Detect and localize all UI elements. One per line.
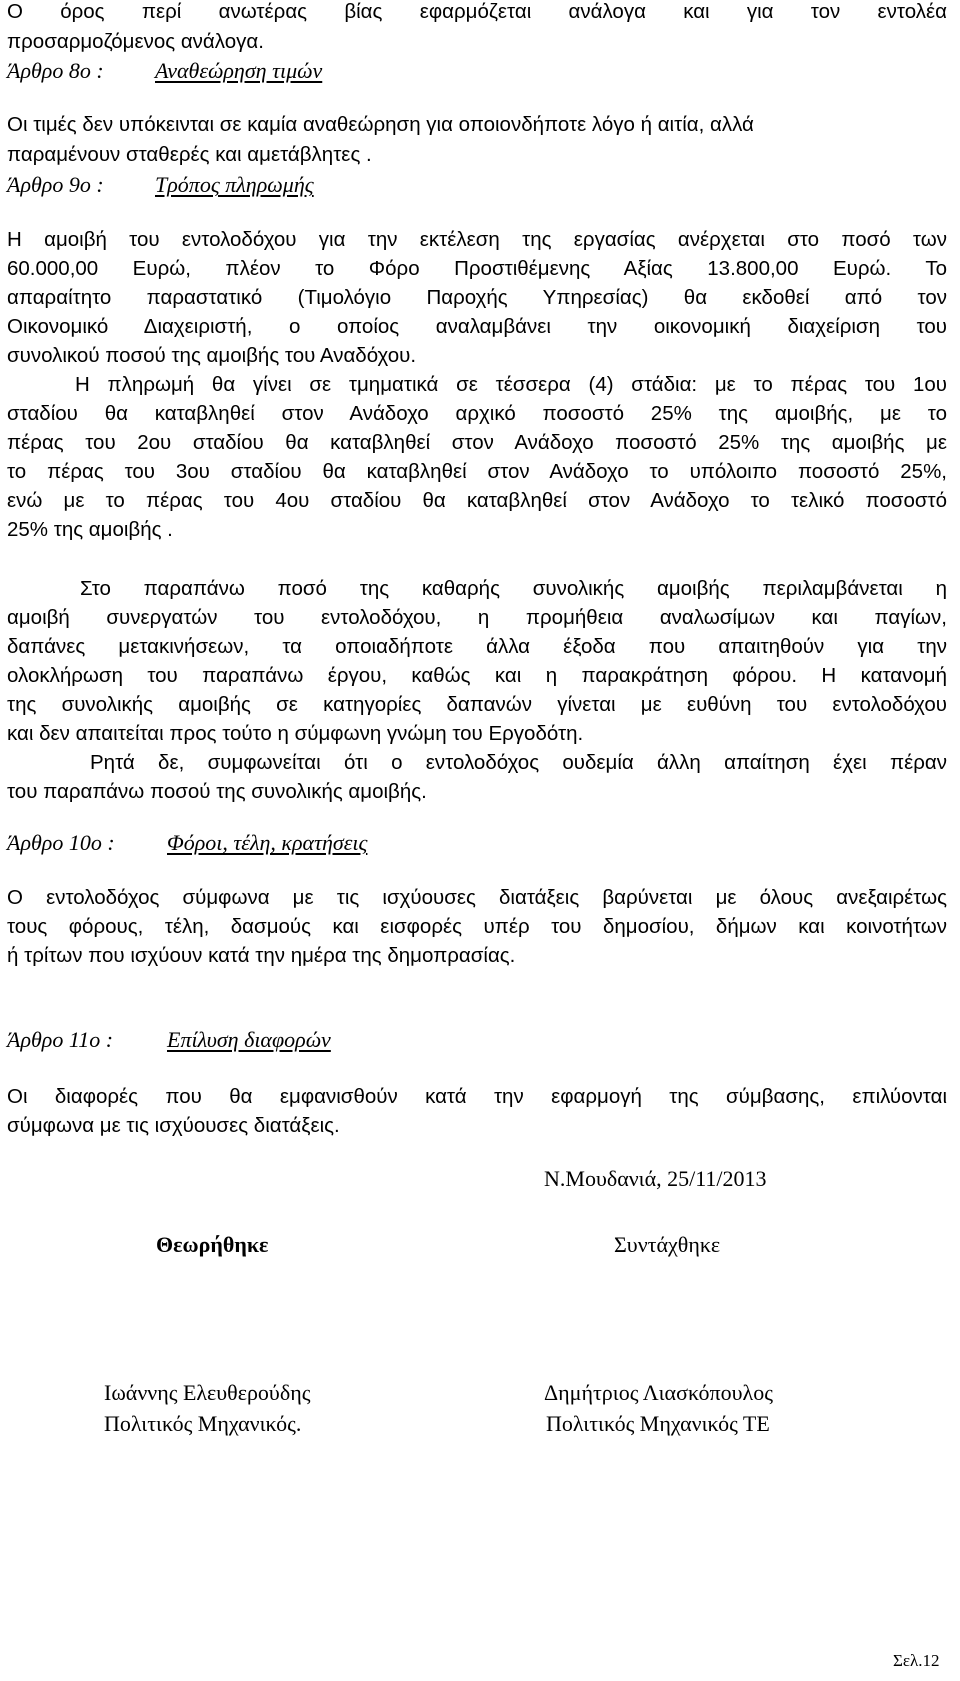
left-signatory-role: Πολιτικός Μηχανικός. [104, 1411, 302, 1436]
body-line: προσαρμοζόμενος ανάλογα. [7, 30, 264, 53]
body-line: και δεν απαιτείται προς τούτο η σύμφωνη γνώμη του Εργοδότη. [7, 722, 584, 745]
body-line: ή τρίτων που ισχύουν κατά την ημέρα της δημοπρασίας. [7, 944, 516, 967]
place-date: Ν.Μουδανιά, 25/11/2013 [544, 1166, 767, 1191]
body-line: τους φόρους, τέλη, δασμούς και εισφορές υπέρ του δημοσίου, δήμων και κοινοτήτων [7, 915, 947, 938]
body-line: του παραπάνω ποσού της συνολικής αμοιβής. [7, 780, 427, 803]
article-8-heading [7, 58, 947, 84]
article-title: Φόροι, τέλη, κρατήσεις [167, 830, 368, 855]
body-line: Οι διαφορές που θα εμφανισθούν κατά την εφαρμογή της σύμβασης, επιλύονται [7, 1085, 947, 1108]
body-line: σταδίου θα καταβληθεί στον Ανάδοχο αρχικό ποσοστό 25% της αμοιβής, με το [7, 402, 947, 425]
body-line: σύμφωνα με τις ισχύουσες διατάξεις. [7, 1114, 340, 1137]
article-number: Άρθρο 10ο : [7, 830, 115, 855]
article-number: Άρθρο 11ο : [7, 1027, 114, 1052]
body-line: Η αμοιβή του εντολοδόχου για την εκτέλεση της εργασίας ανέρχεται στο ποσό των [7, 228, 947, 251]
article-10-heading [7, 830, 947, 856]
page-number: Σελ.12 [893, 1651, 940, 1670]
body-line: απαραίτητο παραστατικό (Τιμολόγιο Παροχής Υπηρεσίας) θα εκδοθεί από τον [7, 286, 947, 309]
body-line: αμοιβή συνεργατών του εντολοδόχου, η προμήθεια αναλωσίμων και παγίων, [7, 606, 947, 629]
body-line: πέρας του 2ου σταδίου θα καταβληθεί στον Ανάδοχο ποσοστό 25% της αμοιβής με [7, 431, 947, 454]
body-line: παραμένουν σταθερές και αμετάβλητες . [7, 143, 372, 166]
article-number: Άρθρο 9ο : [7, 172, 104, 197]
body-line: της συνολικής αμοιβής σε κατηγορίες δαπανών γίνεται με ευθύνη του εντολοδόχου [7, 693, 947, 716]
body-line: συνολικού ποσού της αμοιβής του Αναδόχου. [7, 344, 417, 367]
article-9-heading [7, 172, 947, 198]
right-signatory-role: Πολιτικός Μηχανικός ΤΕ [546, 1411, 770, 1436]
body-line: Οικονομικό Διαχειριστή, ο οποίος αναλαμβάνει την οικονομική διαχείριση του [7, 315, 947, 338]
body-line: δαπάνες μετακινήσεων, τα οποιαδήποτε άλλα έξοδα που απαιτηθούν για την [7, 635, 947, 658]
article-number: Άρθρο 8ο : [7, 58, 104, 83]
article-11-heading [7, 1027, 947, 1053]
body-line: Ο εντολοδόχος σύμφωνα με τις ισχύουσες διατάξεις βαρύνεται με όλους ανεξαιρέτως [7, 886, 947, 909]
body-line: ολοκλήρωση του παραπάνω έργου, καθώς και η παρακράτηση φόρου. Η κατανομή [7, 664, 947, 687]
left-signatory-name: Ιωάννης Ελευθερούδης [104, 1380, 311, 1405]
body-line: Η πληρωμή θα γίνει σε τμηματικά σε τέσσερα (4) στάδια: με το πέρας του 1ου [75, 373, 947, 396]
body-line: Στο παραπάνω ποσό της καθαρής συνολικής αμοιβής περιλαμβάνεται η [80, 577, 947, 600]
article-title: Τρόπος πληρωμής [155, 172, 314, 197]
article-title: Επίλυση διαφορών [167, 1027, 331, 1052]
body-line: 25% της αμοιβής . [7, 518, 173, 541]
body-line: Ρητά δε, συμφωνείται ότι ο εντολοδόχος ουδεμία άλλη απαίτηση έχει πέραν [90, 751, 947, 774]
body-line: Ο όρος περί ανωτέρας βίας εφαρμόζεται ανάλογα και για τον εντολέα [7, 0, 947, 23]
left-signature-heading: Θεωρήθηκε [156, 1232, 269, 1257]
body-line: το πέρας του 3ου σταδίου θα καταβληθεί στον Ανάδοχο το υπόλοιπο ποσοστό 25%, [7, 460, 947, 483]
body-line: 60.000,00 Ευρώ, πλέον το Φόρο Προστιθέμενης Αξίας 13.800,00 Ευρώ. Το [7, 257, 947, 280]
body-line: ενώ με το πέρας του 4ου σταδίου θα καταβληθεί στον Ανάδοχο το τελικό ποσοστό [7, 489, 947, 512]
body-line: Οι τιμές δεν υπόκεινται σε καμία αναθεώρηση για οποιονδήποτε λόγο ή αιτία, αλλά [7, 113, 754, 136]
right-signature-heading: Συντάχθηκε [614, 1232, 721, 1257]
right-signatory-name: Δημήτριος Λιασκόπουλος [544, 1380, 773, 1405]
article-title: Αναθεώρηση τιμών [155, 58, 323, 83]
